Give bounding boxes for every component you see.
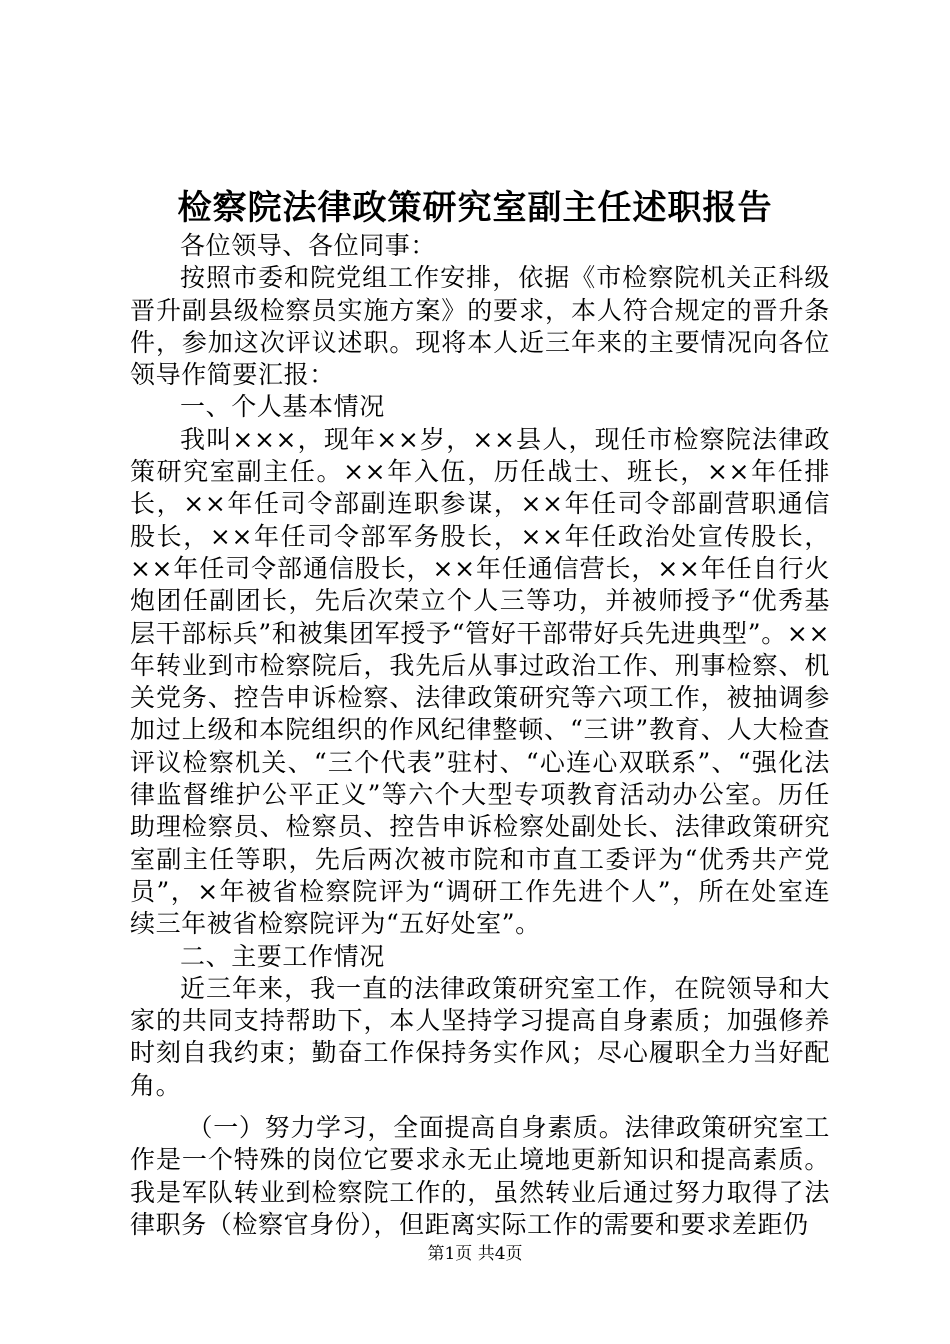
- section-heading-1: 一、个人基本情况: [180, 392, 385, 422]
- basic-info-paragraph: 我叫×××，现年××岁，××县人，现任市检察院法律政策研究室副主任。××年入伍，历任战士、班长，××年任排长，××年任司令部副连职参谋，××年任司令部副营职通信股长，××年任司令部军务股长，××年任政治处宣传股长，××年任司令部通信股长，××年任通信营长，××年任自行火炮团任副团长，先后次荣立个人三等功，并被师授予“优秀基层干部标兵”和被集团军授予“管好干部带好兵先进典型”。××年转业到市检察院后，我先后从事过政治工作、刑事检察、机关党务、控告申诉检察、法律政策研究等六项工作，被抽调参加过上级和本院组织的作风纪律整顿、“三讲”教育、人大检查评议检察机关、“三个代表”驻村、“心连心双联系”、“强化法律监督维护公平正义”等六个大型专项教育活动办公室。历任助理检察员、检察员、控告申诉检察处副处长、法律政策研究室副主任等职，先后两次被市院和市直工委评为“优秀共产党员”，×年被省检察院评为“调研工作先进个人”，所在处室连续三年被省检察院评为“五好处室”。: [130, 424, 830, 939]
- document-body: [130, 230, 830, 1241]
- salutation-paragraph: 各位领导、各位同事：: [180, 231, 437, 260]
- intro-paragraph: 按照市委和院党组工作安排，依据《市检察院机关正科级晋升副县级检察员实施方案》的要求，本人符合规定的晋升条件，参加这次评议述职。现将本人近三年来的主要情况向各位领导作简要汇报：: [130, 263, 830, 390]
- section-heading-2: 二、主要工作情况: [180, 941, 385, 971]
- document-title: 检察院法律政策研究室副主任述职报告: [177, 188, 773, 228]
- study-paragraph: （一）努力学习，全面提高自身素质。法律政策研究室工作是一个特殊的岗位它要求永无止境地更新知识和提高素质。我是军队转业到检察院工作的，虽然转业后通过努力取得了法律职务（检察官身份），但距离实际工作的需要和要求差距仍: [130, 1113, 830, 1239]
- page-footer: 第1页 共4页: [427, 1244, 523, 1264]
- work-summary-paragraph: 近三年来，我一直的法律政策研究室工作，在院领导和大家的共同支持帮助下，本人坚持学习提高自身素质；加强修养时刻自我约束；勤奋工作保持务实作风；尽心履职全力当好配角。: [130, 973, 830, 1100]
